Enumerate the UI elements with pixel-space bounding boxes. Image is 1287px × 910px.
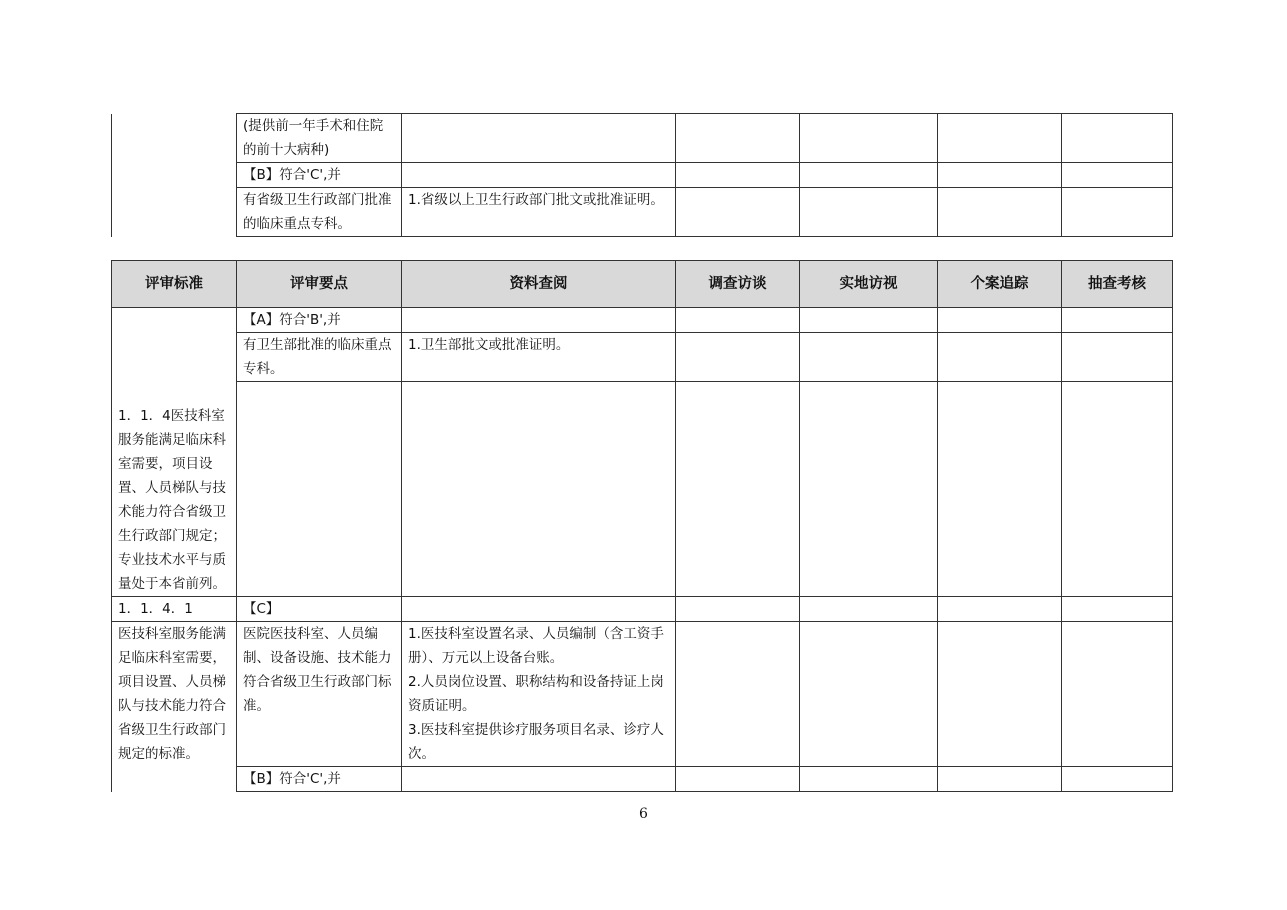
empty-cell (676, 308, 800, 333)
doc-cell: 1.医技科室设置名录、人员编制（含工资手册）、万元以上设备台账。 2.人员岗位设置、职称结构和设备持证上岗资质证明。 3.医技科室提供诊疗服务项目名录、诊疗人次。 (402, 622, 676, 767)
point-cell (237, 382, 402, 597)
point-cell: 有卫生部批准的临床重点专科。 (237, 333, 402, 382)
empty-cell (800, 114, 938, 163)
empty-cell (1062, 597, 1173, 622)
header-case-tracking: 个案追踪 (938, 261, 1062, 308)
table-row (112, 308, 1173, 333)
empty-cell (800, 188, 938, 237)
empty-cell (1062, 188, 1173, 237)
empty-cell (1062, 308, 1173, 333)
point-cell: (提供前一年手术和住院的前十大病种) (237, 114, 402, 163)
empty-cell (676, 382, 800, 597)
standard-id-cell: 1．1．4．1 (112, 597, 237, 622)
standard-cell (112, 114, 237, 237)
empty-cell (676, 163, 800, 188)
table-row (112, 767, 1173, 792)
empty-cell (676, 188, 800, 237)
table-row (112, 188, 1173, 237)
header-spot-check: 抽查考核 (1062, 261, 1173, 308)
doc-cell (402, 114, 676, 163)
doc-cell (402, 382, 676, 597)
empty-cell (800, 622, 938, 767)
empty-cell (676, 622, 800, 767)
table-row (112, 333, 1173, 382)
empty-cell (1062, 114, 1173, 163)
table-row (112, 382, 1173, 597)
empty-cell (938, 767, 1062, 792)
empty-cell (800, 333, 938, 382)
header-interview: 调查访谈 (676, 261, 800, 308)
empty-cell (800, 308, 938, 333)
point-cell: 医院医技科室、人员编制、设备设施、技术能力符合省级卫生行政部门标准。 (237, 622, 402, 767)
empty-cell (938, 188, 1062, 237)
header-standard: 评审标准 (112, 261, 237, 308)
page-number: 6 (639, 806, 648, 822)
empty-cell (676, 333, 800, 382)
empty-cell (938, 163, 1062, 188)
empty-cell (800, 767, 938, 792)
table-row (112, 114, 1173, 163)
table-row (112, 163, 1173, 188)
point-cell: 【B】符合'C',并 (237, 163, 402, 188)
point-cell: 【B】符合'C',并 (237, 767, 402, 792)
empty-cell (800, 382, 938, 597)
empty-cell (938, 622, 1062, 767)
empty-cell (938, 382, 1062, 597)
empty-cell (938, 597, 1062, 622)
main-table (111, 260, 1173, 792)
header-point: 评审要点 (237, 261, 402, 308)
empty-cell (1062, 333, 1173, 382)
empty-cell (938, 333, 1062, 382)
table-row (112, 597, 1173, 622)
doc-cell: 1.卫生部批文或批准证明。 (402, 333, 676, 382)
empty-cell (676, 767, 800, 792)
doc-cell (402, 767, 676, 792)
standard-cell: 1．1．4医技科室服务能满足临床科室需要，项目设置、人员梯队与技术能力符合省级卫生行政部门规定；专业技术水平与质量处于本省前列。 (112, 308, 237, 597)
empty-cell (1062, 767, 1173, 792)
table-row (112, 622, 1173, 767)
empty-cell (800, 597, 938, 622)
empty-cell (938, 308, 1062, 333)
standard-cell: 医技科室服务能满足临床科室需要，项目设置、人员梯队与技术能力符合省级卫生行政部门规定的标准。 (112, 622, 237, 792)
empty-cell (800, 163, 938, 188)
top-table (111, 113, 1173, 237)
empty-cell (1062, 163, 1173, 188)
doc-cell (402, 597, 676, 622)
doc-cell (402, 163, 676, 188)
header-site-visit: 实地访视 (800, 261, 938, 308)
doc-cell: 1.省级以上卫生行政部门批文或批准证明。 (402, 188, 676, 237)
header-doc: 资料查阅 (402, 261, 676, 308)
empty-cell (1062, 622, 1173, 767)
empty-cell (676, 114, 800, 163)
header-row (112, 261, 1173, 308)
doc-cell (402, 308, 676, 333)
point-cell: 有省级卫生行政部门批准的临床重点专科。 (237, 188, 402, 237)
point-cell: 【A】符合'B',并 (237, 308, 402, 333)
empty-cell (1062, 382, 1173, 597)
point-cell: 【C】 (237, 597, 402, 622)
empty-cell (938, 114, 1062, 163)
empty-cell (676, 597, 800, 622)
